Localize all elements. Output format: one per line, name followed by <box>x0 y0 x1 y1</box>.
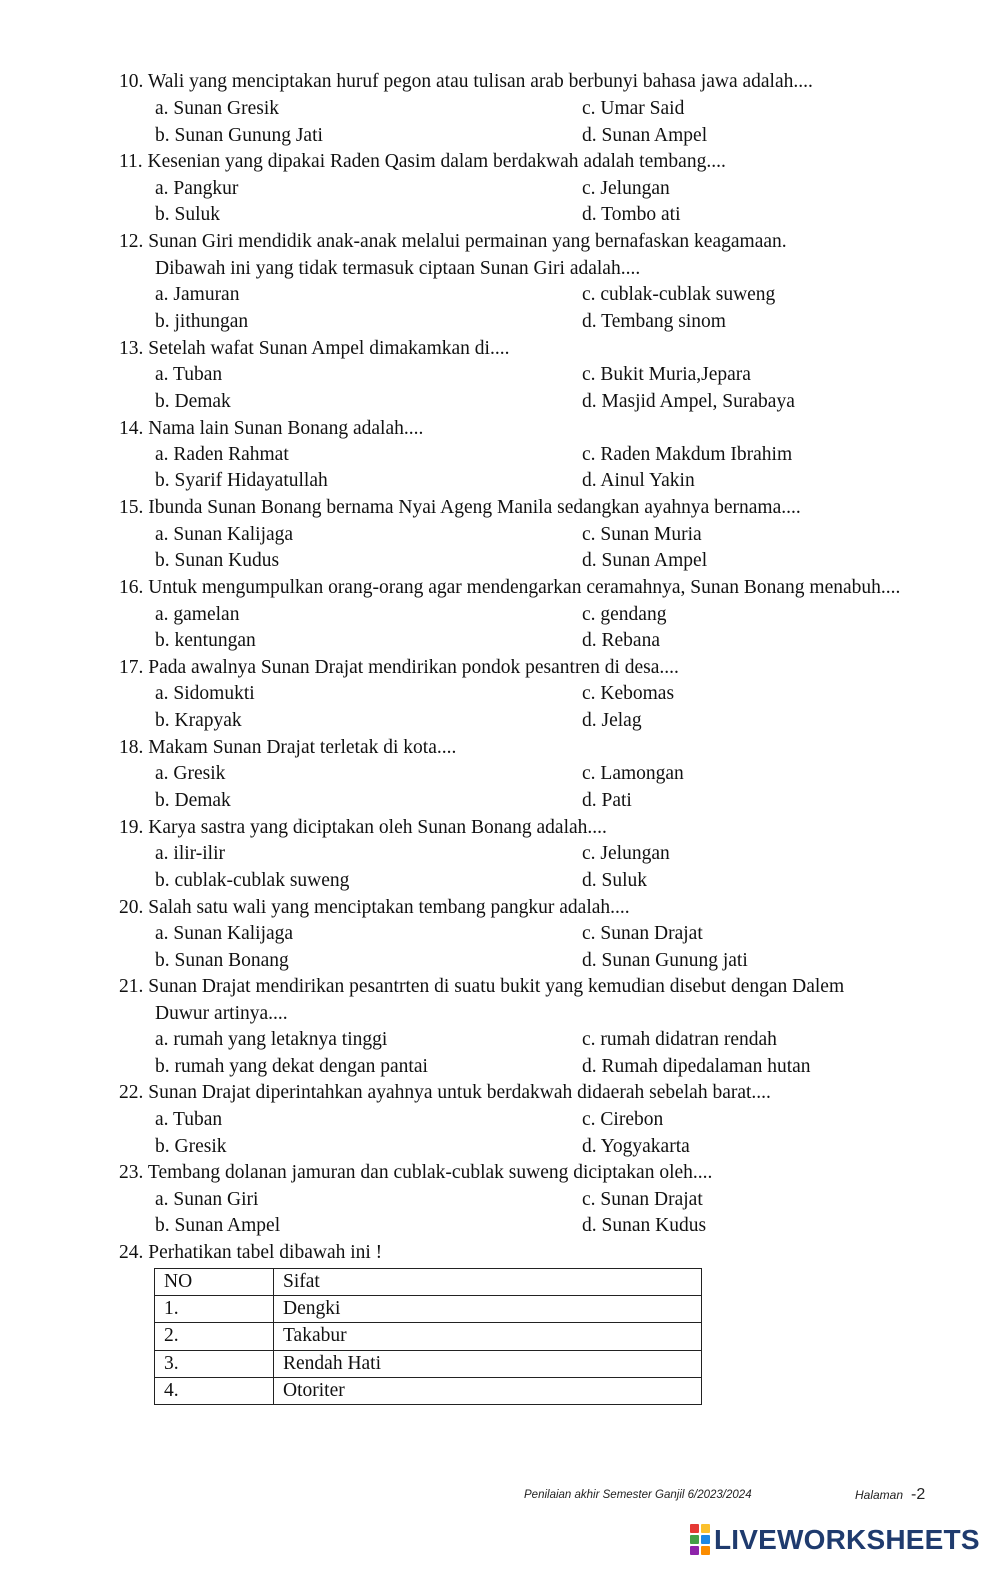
question-21-option-d[interactable]: d. Rumah dipedalaman hutan <box>582 1056 811 1077</box>
question-23-option-a[interactable]: a. Sunan Giri <box>155 1189 259 1210</box>
question-10-option-c[interactable]: c. Umar Said <box>582 98 685 119</box>
table-cell-sifat: Takabur <box>274 1323 702 1350</box>
question-21-stem: 21. Sunan Drajat mendirikan pesantrten di suatu bukit yang kemudian disebut dengan Dalem <box>119 976 845 997</box>
question-19-option-a[interactable]: a. ilir-ilir <box>155 843 226 864</box>
question-17-option-a[interactable]: a. Sidomukti <box>155 683 255 704</box>
footer-exam-note: Penilaian akhir Semester Ganjil 6/2023/2024 <box>524 1489 752 1501</box>
liveworksheets-logo[interactable] <box>690 1522 980 1558</box>
question-12-option-c[interactable]: c. cublak-cublak suweng <box>582 284 776 305</box>
footer-page-indicator <box>855 1486 925 1504</box>
logo-square <box>701 1524 710 1533</box>
question-20-stem: 20. Salah satu wali yang menciptakan tembang pangkur adalah.... <box>119 897 630 918</box>
table-header-sifat: Sifat <box>274 1269 702 1296</box>
question-16-option-c[interactable]: c. gendang <box>582 604 667 625</box>
question-14-option-d[interactable]: d. Ainul Yakin <box>582 470 695 491</box>
question-21-option-a[interactable]: a. rumah yang letaknya tinggi <box>155 1029 388 1050</box>
question-10-option-d[interactable]: d. Sunan Ampel <box>582 125 708 146</box>
question-24-stem: 24. Perhatikan tabel dibawah ini ! <box>119 1242 383 1263</box>
question-13-option-d[interactable]: d. Masjid Ampel, Surabaya <box>582 391 795 412</box>
question-12-option-b[interactable]: b. jithungan <box>155 311 249 332</box>
table-cell-sifat: Otoriter <box>274 1377 702 1404</box>
question-14-option-c[interactable]: c. Raden Makdum Ibrahim <box>582 444 793 465</box>
question-23-stem: 23. Tembang dolanan jamuran dan cublak-cublak suweng diciptakan oleh.... <box>119 1162 713 1183</box>
table-row <box>155 1296 702 1323</box>
question-22-option-d[interactable]: d. Yogyakarta <box>582 1136 690 1157</box>
question-16-option-b[interactable]: b. kentungan <box>155 630 256 651</box>
question-20-option-a[interactable]: a. Sunan Kalijaga <box>155 923 294 944</box>
footer-page-label: Halaman <box>855 1488 904 1502</box>
question-10-option-b[interactable]: b. Sunan Gunung Jati <box>155 125 323 146</box>
question-12-option-d[interactable]: d. Tembang sinom <box>582 311 726 332</box>
question-10-stem: 10. Wali yang menciptakan huruf pegon atau tulisan arab berbunyi bahasa jawa adalah.... <box>119 71 813 92</box>
question-15-option-a[interactable]: a. Sunan Kalijaga <box>155 524 294 545</box>
logo-square <box>690 1524 699 1533</box>
question-16-stem: 16. Untuk mengumpulkan orang-orang agar mendengarkan ceramahnya, Sunan Bonang menabuh.... <box>119 577 901 598</box>
table-header-no: NO <box>155 1269 274 1296</box>
question-18-option-c[interactable]: c. Lamongan <box>582 763 684 784</box>
question-13-option-a[interactable]: a. Tuban <box>155 364 223 385</box>
question-14-option-b[interactable]: b. Syarif Hidayatullah <box>155 470 328 491</box>
question-18-option-d[interactable]: d. Pati <box>582 790 632 811</box>
question-17-option-d[interactable]: d. Jelag <box>582 710 642 731</box>
question-23-option-b[interactable]: b. Sunan Ampel <box>155 1215 281 1236</box>
question-21-stem-cont: Duwur artinya.... <box>155 1003 288 1024</box>
table-cell-no: 4. <box>155 1377 274 1404</box>
question-19-stem: 19. Karya sastra yang diciptakan oleh Sunan Bonang adalah.... <box>119 817 607 838</box>
table-row <box>155 1377 702 1404</box>
question-13-option-c[interactable]: c. Bukit Muria,Jepara <box>582 364 751 385</box>
logo-square <box>701 1546 710 1555</box>
footer-page-number: -2 <box>911 1486 926 1503</box>
question-23-option-d[interactable]: d. Sunan Kudus <box>582 1215 707 1236</box>
table-row <box>155 1323 702 1350</box>
question-21-option-c[interactable]: c. rumah didatran rendah <box>582 1029 777 1050</box>
question-11-option-d[interactable]: d. Tombo ati <box>582 204 681 225</box>
question-18-stem: 18. Makam Sunan Drajat terletak di kota.... <box>119 737 457 758</box>
question-14-option-a[interactable]: a. Raden Rahmat <box>155 444 289 465</box>
liveworksheets-wordmark: LIVEWORKSHEETS <box>714 1524 980 1555</box>
question-15-option-b[interactable]: b. Sunan Kudus <box>155 550 280 571</box>
question-11-option-a[interactable]: a. Pangkur <box>155 178 239 199</box>
logo-square <box>701 1535 710 1544</box>
question-12-option-a[interactable]: a. Jamuran <box>155 284 240 305</box>
liveworksheets-logo-icon <box>690 1524 710 1556</box>
table-cell-no: 3. <box>155 1350 274 1377</box>
question-16-option-d[interactable]: d. Rebana <box>582 630 660 651</box>
question-14-stem: 14. Nama lain Sunan Bonang adalah.... <box>119 418 424 439</box>
question-21-option-b[interactable]: b. rumah yang dekat dengan pantai <box>155 1056 428 1077</box>
question-17-option-c[interactable]: c. Kebomas <box>582 683 675 704</box>
question-11-option-b[interactable]: b. Suluk <box>155 204 221 225</box>
question-23-option-c[interactable]: c. Sunan Drajat <box>582 1189 703 1210</box>
table-row <box>155 1350 702 1377</box>
sifat-table <box>154 1268 702 1405</box>
table-header-row <box>155 1269 702 1296</box>
question-20-option-c[interactable]: c. Sunan Drajat <box>582 923 703 944</box>
question-20-option-b[interactable]: b. Sunan Bonang <box>155 950 289 971</box>
question-15-option-d[interactable]: d. Sunan Ampel <box>582 550 708 571</box>
question-11-option-c[interactable]: c. Jelungan <box>582 178 670 199</box>
question-18-option-b[interactable]: b. Demak <box>155 790 231 811</box>
question-12-stem-cont: Dibawah ini yang tidak termasuk ciptaan Sunan Giri adalah.... <box>155 258 641 279</box>
table-cell-sifat: Rendah Hati <box>274 1350 702 1377</box>
question-16-option-a[interactable]: a. gamelan <box>155 604 240 625</box>
question-22-option-a[interactable]: a. Tuban <box>155 1109 223 1130</box>
question-19-option-d[interactable]: d. Suluk <box>582 870 648 891</box>
question-17-option-b[interactable]: b. Krapyak <box>155 710 242 731</box>
logo-square <box>690 1535 699 1544</box>
question-22-option-c[interactable]: c. Cirebon <box>582 1109 664 1130</box>
table-cell-no: 1. <box>155 1296 274 1323</box>
question-22-option-b[interactable]: b. Gresik <box>155 1136 227 1157</box>
question-12-stem: 12. Sunan Giri mendidik anak-anak melalui permainan yang bernafaskan keagamaan. <box>119 231 787 252</box>
question-19-option-c[interactable]: c. Jelungan <box>582 843 670 864</box>
table-cell-no: 2. <box>155 1323 274 1350</box>
question-19-option-b[interactable]: b. cublak-cublak suweng <box>155 870 350 891</box>
question-15-option-c[interactable]: c. Sunan Muria <box>582 524 702 545</box>
question-17-stem: 17. Pada awalnya Sunan Drajat mendirikan pondok pesantren di desa.... <box>119 657 679 678</box>
question-15-stem: 15. Ibunda Sunan Bonang bernama Nyai Ageng Manila sedangkan ayahnya bernama.... <box>119 497 801 518</box>
question-13-option-b[interactable]: b. Demak <box>155 391 231 412</box>
question-10-option-a[interactable]: a. Sunan Gresik <box>155 98 280 119</box>
question-13-stem: 13. Setelah wafat Sunan Ampel dimakamkan di.... <box>119 338 510 359</box>
table-cell-sifat: Dengki <box>274 1296 702 1323</box>
question-11-stem: 11. Kesenian yang dipakai Raden Qasim dalam berdakwah adalah tembang.... <box>119 151 726 172</box>
logo-square <box>690 1546 699 1555</box>
question-18-option-a[interactable]: a. Gresik <box>155 763 226 784</box>
question-22-stem: 22. Sunan Drajat diperintahkan ayahnya untuk berdakwah didaerah sebelah barat.... <box>119 1082 771 1103</box>
question-20-option-d[interactable]: d. Sunan Gunung jati <box>582 950 748 971</box>
